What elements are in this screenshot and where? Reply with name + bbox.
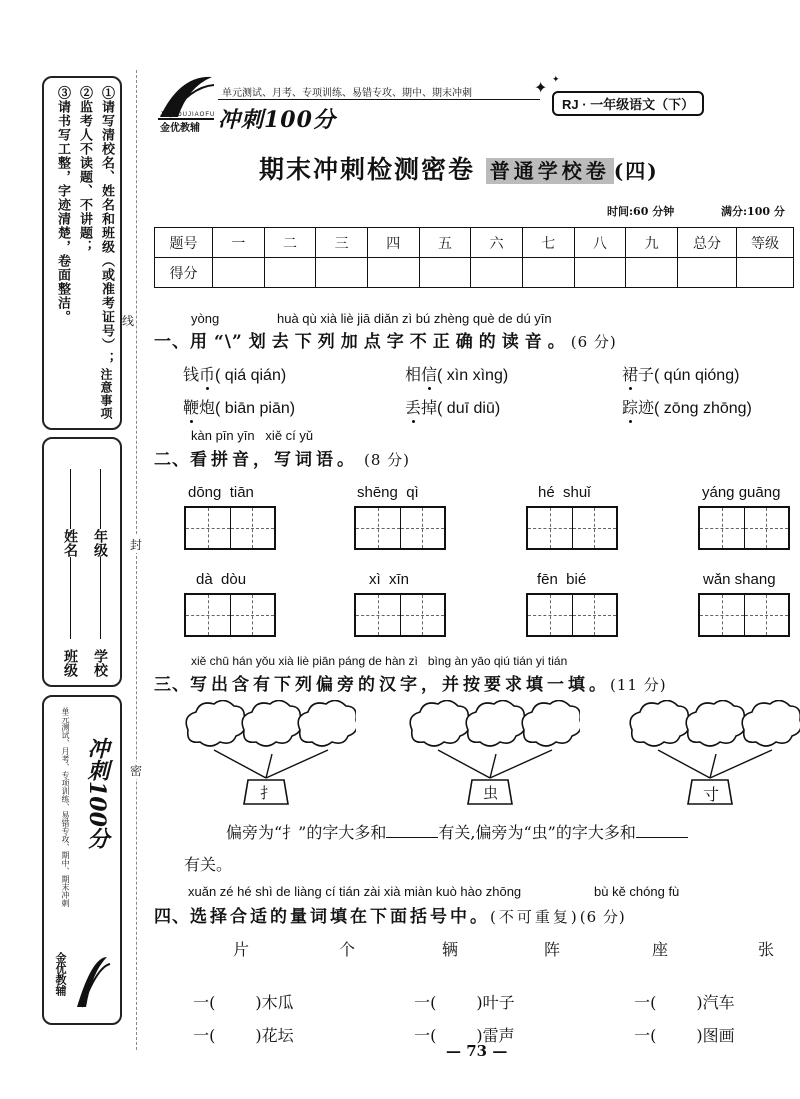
- q1-pinyin-yong: yòng: [191, 311, 220, 326]
- exam-title-text: 期末冲刺检测密卷: [259, 155, 476, 184]
- score-header-cell: 八: [574, 228, 626, 258]
- header-publisher-latin: JINYOUJIAOFU: [160, 112, 216, 118]
- q2-pinyin: kàn pīn yīn xiě cí yǔ: [191, 428, 314, 443]
- q4-title-text: 选择合适的量词填在下面括号中。: [190, 907, 490, 927]
- notice-label: 注意事项: [99, 368, 113, 420]
- score-header-cell: 七: [522, 228, 574, 258]
- q1-title: [154, 327, 617, 352]
- q2-word-pinyin: dōng tiān: [188, 484, 254, 501]
- exam-number: (四): [613, 159, 659, 183]
- cut-label-secret: 密: [130, 764, 143, 778]
- cloud-icon: [466, 700, 525, 746]
- score-header-cell: 三: [316, 228, 368, 258]
- q1-number: 一、: [154, 332, 190, 352]
- q1-item-xiangxin: 相信( xìn xìng): [405, 365, 509, 384]
- score-header-cell: 题号: [155, 228, 213, 258]
- q1-pinyin-rest: huà qù xià liè jiā diǎn zì bú zhèng què de dú yīn: [277, 311, 552, 326]
- measure-word: 座: [652, 940, 669, 959]
- score-row-label: 得分: [155, 258, 213, 288]
- q1-title-part-1: 用: [190, 332, 208, 352]
- score-header-row: [155, 228, 794, 258]
- answer-blank[interactable]: [386, 837, 438, 838]
- exam-title: [259, 150, 659, 186]
- measure-word: 个: [339, 940, 356, 959]
- q2-word-pinyin: wǎn shang: [703, 571, 776, 588]
- score-cell[interactable]: [678, 258, 737, 288]
- measure-word: 片: [233, 940, 250, 959]
- name-label: 姓名: [62, 529, 78, 557]
- writing-grid[interactable]: [698, 593, 790, 637]
- cloud-icon: [686, 700, 745, 746]
- cloud-icon: [186, 700, 245, 746]
- cloud-icon: [410, 700, 469, 746]
- q2-word-pinyin: hé shuǐ: [538, 484, 591, 501]
- q3-sentence: [226, 820, 688, 843]
- score-row: [155, 258, 794, 288]
- score-header-cell: 二: [264, 228, 316, 258]
- radical-chong: 虫: [483, 784, 499, 802]
- cut-label-line: 线: [122, 314, 135, 328]
- q1-title-part-2: “\”: [214, 332, 243, 352]
- q3-number: 三、: [154, 675, 190, 695]
- score-cell[interactable]: [316, 258, 368, 288]
- q4-item[interactable]: 一( )雷声: [414, 1026, 515, 1045]
- q2-word-pinyin: shēng qì: [357, 484, 419, 501]
- score-header-cell: 五: [419, 228, 471, 258]
- sparkle-icon: ✦: [534, 80, 548, 97]
- score-header-cell: 一: [213, 228, 265, 258]
- q2-word-pinyin: fēn bié: [537, 571, 587, 588]
- score-cell[interactable]: [367, 258, 419, 288]
- q4-item[interactable]: 一( )图画: [634, 1026, 735, 1045]
- score-header-cell: 总分: [678, 228, 737, 258]
- header-rule: [218, 99, 540, 100]
- score-header-cell: 九: [626, 228, 678, 258]
- q2-title-text: 看拼音，写词语。: [190, 450, 358, 470]
- score-header-cell: 四: [367, 228, 419, 258]
- writing-grid[interactable]: [184, 506, 276, 550]
- score-header-cell: 六: [471, 228, 523, 258]
- q3-sentence-part-2: 有关,偏旁为“虫”的字大多和: [438, 823, 636, 842]
- sidebar-logo-icon: [72, 952, 112, 1016]
- measure-word: 张: [758, 940, 775, 959]
- q1-item-qunzi: 裙子( qún qióng): [622, 365, 740, 384]
- q3-sentence-part-1: 偏旁为“扌”的字大多和: [226, 823, 387, 842]
- header-brand: 冲刺100分: [218, 107, 336, 133]
- score-cell[interactable]: [522, 258, 574, 288]
- q1-item-diudiao: 丢掉( duī diū): [405, 398, 501, 417]
- cloud-icon: [298, 700, 356, 746]
- header-tagline: 单元测试、月考、专项训练、易错专攻、期中、期末冲刺: [222, 88, 472, 99]
- notice-item-3: ③请书写工整，字迹清楚，卷面整洁。: [55, 86, 70, 324]
- q2-number: 二、: [154, 450, 190, 470]
- small-sparkle-icon: ✦: [552, 74, 560, 84]
- exam-full-score: 满分:100 分: [721, 205, 785, 218]
- grade-label: 年级: [92, 529, 108, 557]
- cloud-icon: [242, 700, 301, 746]
- school-label: 学校: [92, 649, 108, 677]
- q1-item-zongji: 踪迹( zōng zhōng): [622, 398, 752, 417]
- score-table: [154, 227, 794, 288]
- cloud-icon: [630, 700, 689, 746]
- q4-pinyin-a: xuǎn zé hé shì de liàng cí tián zài xià miàn kuò hào zhōng: [188, 884, 522, 899]
- writing-grid[interactable]: [354, 506, 446, 550]
- brand-panel: [42, 695, 122, 1025]
- measure-word: 阵: [544, 940, 561, 959]
- class-label: 班级: [62, 649, 78, 677]
- q2-word-pinyin: yáng guāng: [702, 484, 781, 501]
- radical-cun: 寸: [703, 785, 720, 804]
- q2-word-pinyin: dà dòu: [196, 571, 247, 588]
- score-header-cell: 等级: [737, 228, 794, 258]
- score-cell[interactable]: [574, 258, 626, 288]
- q4-item[interactable]: 一( )木瓜: [193, 993, 294, 1012]
- sidebar-publisher: 金优教辅: [54, 952, 67, 996]
- score-cell[interactable]: [264, 258, 316, 288]
- q1-score: (6 分): [570, 333, 617, 351]
- student-info-panel: [42, 437, 122, 687]
- q3-sentence-end: 有关。: [184, 855, 233, 874]
- cut-line: [136, 70, 137, 1050]
- score-cell[interactable]: [213, 258, 265, 288]
- writing-grid[interactable]: [526, 506, 618, 550]
- score-cell[interactable]: [626, 258, 678, 288]
- q2-title: [154, 445, 410, 470]
- exam-badge: 普通学校卷: [486, 158, 614, 184]
- writing-grid[interactable]: [354, 593, 446, 637]
- q4-note: (不可重复): [490, 908, 580, 926]
- sidebar-brand: 冲刺100分: [84, 737, 110, 849]
- q3-title-text: 写出含有下列偏旁的汉字，并按要求填一填。: [190, 675, 610, 695]
- header-publisher: 金优教辅: [160, 123, 200, 134]
- q3-title: [154, 670, 667, 695]
- q4-item[interactable]: 一( )叶子: [414, 993, 515, 1012]
- q4-number: 四、: [154, 907, 190, 927]
- notice-panel: [42, 76, 122, 430]
- cloud-icon: [522, 700, 580, 746]
- q3-score: (11 分): [610, 676, 667, 694]
- notice-item-1: ①请写清校名、姓名和班级（或准考证号）；: [99, 86, 114, 366]
- measure-word: 辆: [442, 940, 459, 959]
- q3-pinyin: xiě chū hán yǒu xià liè piān páng de hàn zì bìng àn yāo qiú tián yi tián: [191, 654, 568, 668]
- q1-item-qianbi: 钱币( qiá qián): [183, 365, 287, 384]
- page-number: — 73 —: [446, 1042, 508, 1060]
- sidebar-tagline: 单元测试、月考、专项训练、易错专攻、期中、期末冲刺: [61, 707, 70, 907]
- score-cell[interactable]: [737, 258, 794, 288]
- exam-time: 时间:60 分钟: [607, 205, 675, 218]
- q4-score: (6 分): [579, 908, 626, 926]
- q1-item-bianpao: 鞭炮( biān piān): [183, 398, 296, 417]
- q4-item[interactable]: 一( )汽车: [634, 993, 735, 1012]
- q2-word-pinyin: xì xīn: [369, 571, 410, 588]
- q1-title-part-3: 划去下列加点字不正确的读音。: [248, 332, 571, 352]
- notice-item-2: ②监考人不读题、不讲题；: [77, 86, 92, 254]
- writing-grid[interactable]: [184, 593, 276, 637]
- answer-blank[interactable]: [636, 837, 688, 838]
- cloud-icon: [742, 700, 800, 746]
- grade-badge: RJ · 一年级语文（下）: [552, 91, 704, 116]
- writing-grid[interactable]: [698, 506, 790, 550]
- writing-grid[interactable]: [526, 593, 618, 637]
- q2-score: (8 分): [364, 451, 411, 469]
- q4-title: [154, 902, 626, 927]
- q4-pinyin-b: bù kě chóng fù: [594, 884, 680, 899]
- score-cell[interactable]: [471, 258, 523, 288]
- score-cell[interactable]: [419, 258, 471, 288]
- radical-shou: 扌: [260, 784, 276, 802]
- q4-item[interactable]: 一( )花坛: [193, 1026, 294, 1045]
- cut-label-seal: 封: [130, 538, 143, 552]
